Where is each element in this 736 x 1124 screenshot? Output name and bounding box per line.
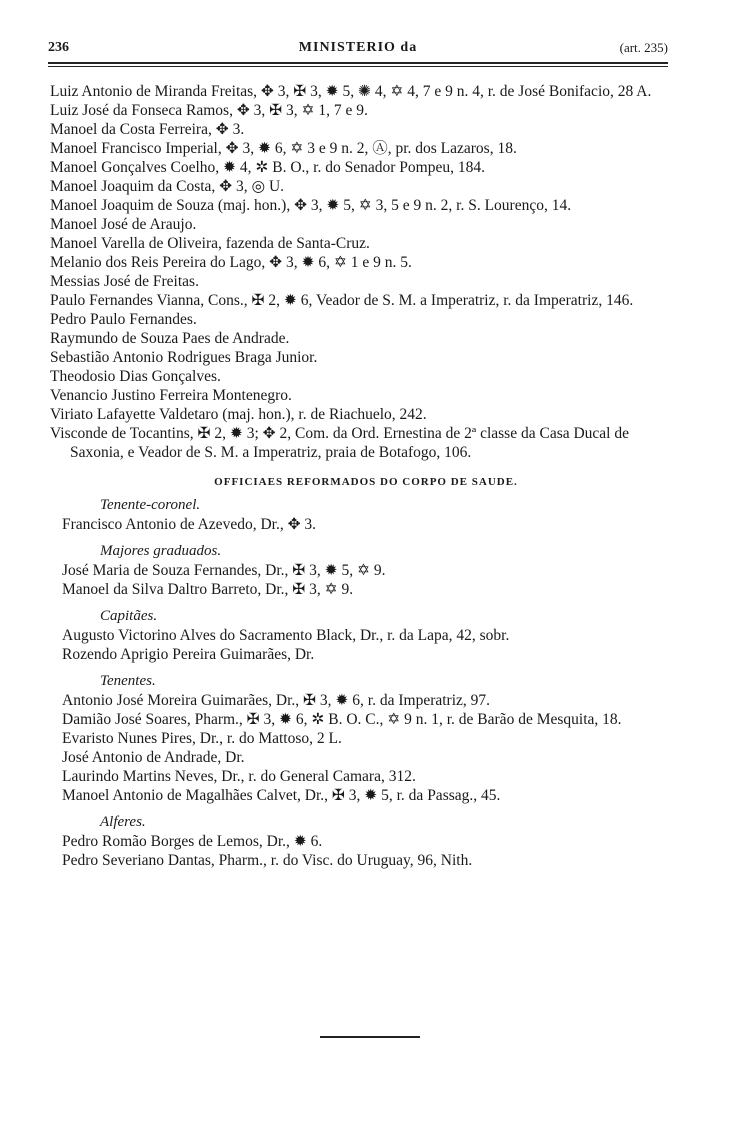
list-item: Luiz Antonio de Miranda Freitas, ✥ 3, ✠ 3, ✹ 5, ✺ 4, ✡ 4, 7 e 9 n. 4, r. de José Bonifacio, 28 A.: [50, 83, 652, 100]
list-item: Rozendo Aprigio Pereira Guimarães, Dr.: [62, 646, 315, 663]
list-item: Damião José Soares, Pharm., ✠ 3, ✹ 6, ✲ B. O. C., ✡ 9 n. 1, r. de Barão de Mesquita, 18.: [62, 711, 622, 728]
list-item: Paulo Fernandes Vianna, Cons., ✠ 2, ✹ 6, Veador de S. M. a Imperatriz, r. da Imperatriz, 146.: [50, 292, 634, 309]
list-item: Manoel José de Araujo.: [50, 216, 197, 233]
list-item: Manoel Gonçalves Coelho, ✹ 4, ✲ B. O., r. do Senador Pompeu, 184.: [50, 159, 485, 176]
list-item: Manoel Joaquim de Souza (maj. hon.), ✥ 3, ✹ 5, ✡ 3, 5 e 9 n. 2, r. S. Lourenço, 14.: [50, 197, 572, 214]
rank-heading: Alferes.: [100, 814, 146, 830]
list-item: Francisco Antonio de Azevedo, Dr., ✥ 3.: [62, 516, 317, 533]
rank-heading: Tenentes.: [100, 673, 156, 689]
list-item: Manoel da Silva Daltro Barreto, Dr., ✠ 3, ✡ 9.: [62, 581, 354, 598]
list-item: Manoel Joaquim da Costa, ✥ 3, ◎ U.: [50, 178, 285, 195]
list-item: Manoel Francisco Imperial, ✥ 3, ✹ 6, ✡ 3 e 9 n. 2, Ⓐ, pr. dos Lazaros, 18.: [50, 140, 517, 157]
list-item: Antonio José Moreira Guimarães, Dr., ✠ 3, ✹ 6, r. da Imperatriz, 97.: [62, 692, 491, 709]
list-item: Raymundo de Souza Paes de Andrade.: [50, 330, 290, 347]
rank-heading: Capitães.: [100, 608, 158, 624]
list-item: José Antonio de Andrade, Dr.: [62, 749, 245, 766]
list-item: Messias José de Freitas.: [50, 273, 199, 290]
list-item: Manoel Antonio de Magalhães Calvet, Dr., ✠ 3, ✹ 5, r. da Passag., 45.: [62, 787, 501, 804]
page-header: [48, 38, 668, 60]
list-item: Manoel da Costa Ferreira, ✥ 3.: [50, 121, 245, 138]
list-item: Augusto Victorino Alves do Sacramento Black, Dr., r. da Lapa, 42, sobr.: [62, 627, 510, 644]
list-item: Sebastião Antonio Rodrigues Braga Junior.: [50, 349, 318, 366]
header-rule-thin: [48, 66, 668, 67]
entries-list: [50, 82, 682, 870]
section-heading: OFFICIAES REFORMADOS DO CORPO DE SAUDE.: [214, 476, 518, 488]
article-reference: (art. 235): [619, 40, 668, 55]
end-rule: [320, 1036, 420, 1038]
list-item: Visconde de Tocantins, ✠ 2, ✹ 3; ✥ 2, Com. da Ord. Ernestina de 2ª classe da Casa Ducal de Saxonia, e Veador de S. M. a Imperatriz, praia de Botafogo, 106.: [50, 425, 629, 461]
list-item: Manoel Varella de Oliveira, fazenda de Santa-Cruz.: [50, 235, 370, 252]
rank-heading: Tenente-coronel.: [100, 497, 201, 513]
list-item: Pedro Severiano Dantas, Pharm., r. do Visc. do Uruguay, 96, Nith.: [62, 852, 473, 869]
list-item: Viriato Lafayette Valdetaro (maj. hon.), r. de Riachuelo, 242.: [50, 406, 427, 423]
list-item: Pedro Romão Borges de Lemos, Dr., ✹ 6.: [62, 833, 323, 850]
list-item: Pedro Paulo Fernandes.: [50, 311, 197, 328]
list-item: Melanio dos Reis Pereira do Lago, ✥ 3, ✹ 6, ✡ 1 e 9 n. 5.: [50, 254, 412, 271]
list-item: Evaristo Nunes Pires, Dr., r. do Mattoso, 2 L.: [62, 730, 342, 747]
list-item: Venancio Justino Ferreira Montenegro.: [50, 387, 292, 404]
rank-heading: Majores graduados.: [100, 543, 222, 559]
list-item: José Maria de Souza Fernandes, Dr., ✠ 3, ✹ 5, ✡ 9.: [62, 562, 386, 579]
header-rule: [48, 62, 668, 64]
page-number: 236: [48, 40, 69, 55]
list-item: Theodosio Dias Gonçalves.: [50, 368, 221, 385]
list-item: Laurindo Martins Neves, Dr., r. do General Camara, 312.: [62, 768, 416, 785]
list-item: Luiz José da Fonseca Ramos, ✥ 3, ✠ 3, ✡ 1, 7 e 9.: [50, 102, 368, 119]
page-title: MINISTERIO da: [298, 40, 418, 55]
